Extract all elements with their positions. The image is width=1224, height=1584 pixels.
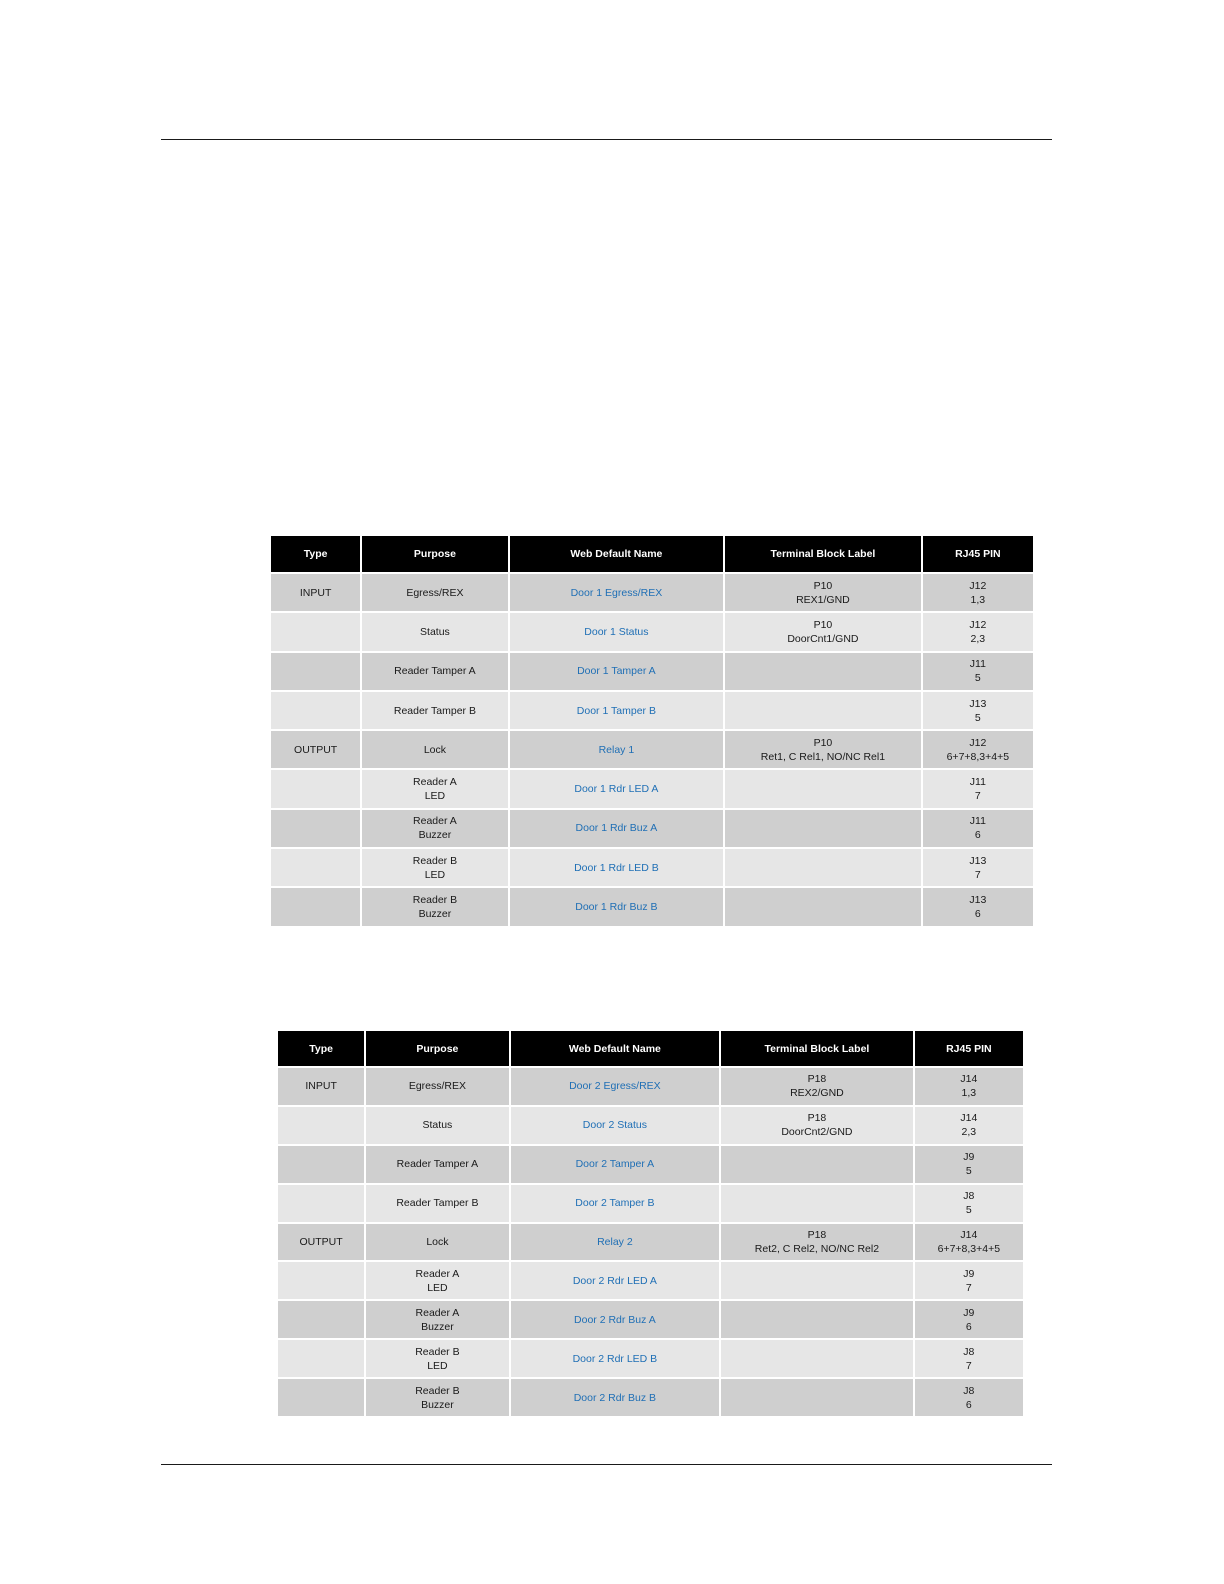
rj45-pin-text: 6 (965, 1320, 972, 1333)
web-default-name-text: Door 2 Egress/REX (569, 1080, 661, 1093)
type-text: INPUT (299, 586, 332, 599)
purpose-text: Reader A (413, 776, 457, 789)
header-terminal-block-label: Terminal Block Label (725, 536, 921, 572)
web-default-name-cell (510, 849, 724, 886)
purpose-text: Reader A (415, 1267, 460, 1280)
terminal-block-label-text: P10 (813, 579, 833, 592)
rj45-pin-text: 6 (974, 829, 981, 842)
terminal-block-label-cell (721, 1301, 913, 1338)
purpose-text: Reader A (413, 815, 457, 828)
rj45-pin-text: 6+7+8,3+4+5 (946, 750, 1010, 763)
terminal-block-label-text: P18 (807, 1229, 827, 1241)
purpose-text: Reader B (412, 894, 458, 907)
type-cell (278, 1107, 364, 1144)
terminal-block-label-text: DoorCnt1/GND (787, 632, 859, 645)
purpose-cell (362, 653, 507, 690)
web-default-name-text: Door 1 Rdr LED B (574, 861, 659, 874)
rj45-pin-cell (923, 731, 1033, 768)
terminal-block-label-cell (721, 1379, 913, 1416)
table-row (271, 692, 1033, 729)
rj45-pin-text: J9 (963, 1151, 975, 1164)
table-row (271, 574, 1033, 611)
rj45-pin-text: 7 (965, 1281, 972, 1294)
table-row (271, 731, 1033, 768)
purpose-cell (362, 770, 507, 807)
rj45-pin-cell (915, 1185, 1023, 1222)
terminal-block-label-cell (721, 1146, 913, 1183)
terminal-block-label-text: REX2/GND (790, 1087, 844, 1100)
type-cell (271, 692, 360, 729)
purpose-cell (362, 692, 507, 729)
rj45-pin-text: 7 (965, 1359, 972, 1372)
rj45-pin-text: J11 (969, 815, 986, 828)
purpose-text: LED (427, 1281, 448, 1294)
rj45-pin-cell (923, 810, 1033, 847)
purpose-cell (362, 849, 507, 886)
purpose-text: Reader B (415, 1345, 460, 1358)
header-web-default-name: Web Default Name (511, 1031, 720, 1066)
type-cell (278, 1068, 364, 1105)
terminal-block-label-cell (721, 1185, 913, 1222)
rj45-pin-text: 2,3 (961, 1126, 977, 1139)
web-default-name-text: Door 1 Tamper A (577, 665, 656, 678)
purpose-cell (366, 1068, 508, 1105)
terminal-block-label-text: P10 (813, 618, 833, 631)
type-cell (271, 731, 360, 768)
terminal-block-label-text: Ret1, C Rel1, NO/NC Rel1 (760, 750, 886, 763)
rj45-pin-text: J9 (963, 1306, 975, 1319)
purpose-cell (362, 574, 507, 611)
table-row (278, 1068, 1023, 1105)
purpose-text: Reader B (415, 1384, 460, 1397)
rj45-pin-cell (923, 613, 1033, 650)
purpose-cell (366, 1224, 508, 1261)
terminal-block-label-cell (725, 653, 921, 690)
type-cell (271, 810, 360, 847)
rj45-pin-text: 5 (974, 711, 981, 724)
rj45-pin-text: J8 (963, 1345, 975, 1358)
type-text: OUTPUT (299, 1236, 343, 1248)
table-row (271, 770, 1033, 807)
terminal-block-label-cell (725, 770, 921, 807)
rj45-pin-text: J12 (969, 618, 987, 631)
web-default-name-cell (510, 653, 724, 690)
header-type: Type (278, 1031, 364, 1066)
table-row (271, 810, 1033, 847)
rj45-pin-text: J13 (969, 697, 987, 710)
purpose-cell (362, 731, 507, 768)
web-default-name-text: Door 1 Tamper B (576, 704, 656, 717)
web-default-name-cell (510, 692, 724, 729)
web-default-name-text: Door 2 Rdr LED A (572, 1274, 657, 1287)
web-default-name-cell (511, 1146, 720, 1183)
terminal-block-label-cell (725, 692, 921, 729)
header-rj45-pin: RJ45 PIN (923, 536, 1033, 572)
web-default-name-text: Door 2 Tamper A (575, 1158, 655, 1171)
rj45-pin-cell (923, 888, 1033, 925)
rj45-pin-cell (915, 1146, 1023, 1183)
rj45-pin-text: J11 (969, 776, 986, 789)
rj45-pin-text: J8 (963, 1384, 975, 1397)
purpose-text: Reader A (415, 1306, 460, 1319)
purpose-cell (362, 613, 507, 650)
purpose-cell (362, 810, 507, 847)
door-2-io-table (276, 1029, 1025, 1418)
rj45-pin-text: J8 (963, 1190, 975, 1203)
header-purpose: Purpose (362, 536, 507, 572)
web-default-name-cell (510, 613, 724, 650)
terminal-block-label-cell (725, 810, 921, 847)
rj45-pin-cell (915, 1262, 1023, 1299)
web-default-name-cell (511, 1068, 720, 1105)
type-cell (271, 653, 360, 690)
type-cell (278, 1340, 364, 1377)
terminal-block-label-cell (725, 613, 921, 650)
rj45-pin-text: 5 (974, 672, 981, 685)
purpose-cell (366, 1379, 508, 1416)
purpose-text: Buzzer (418, 829, 452, 842)
web-default-name-text: Door 2 Status (582, 1119, 647, 1132)
table-row (271, 613, 1033, 650)
table-row (271, 888, 1033, 925)
table-row (271, 653, 1033, 690)
type-cell (278, 1262, 364, 1299)
web-default-name-text: Door 1 Rdr LED A (574, 783, 659, 796)
purpose-text: Lock (426, 1236, 449, 1248)
table-row (278, 1146, 1023, 1183)
header-terminal-block-label: Terminal Block Label (721, 1031, 913, 1066)
web-default-name-cell (511, 1185, 720, 1222)
rj45-pin-text: 5 (965, 1165, 972, 1178)
web-default-name-cell (510, 574, 724, 611)
terminal-block-label-cell (725, 574, 921, 611)
purpose-text: Reader Tamper A (396, 1158, 479, 1171)
purpose-text: Reader Tamper A (394, 665, 476, 678)
web-default-name-text: Door 1 Egress/REX (570, 586, 663, 599)
rj45-pin-cell (923, 653, 1033, 690)
purpose-cell (362, 888, 507, 925)
purpose-text: Status (422, 1119, 453, 1132)
table-row (278, 1340, 1023, 1377)
table-row (278, 1262, 1023, 1299)
rj45-pin-cell (915, 1340, 1023, 1377)
web-default-name-text: Door 2 Rdr LED B (572, 1352, 658, 1365)
type-cell (271, 574, 360, 611)
rj45-pin-text: J14 (960, 1073, 978, 1086)
type-text: INPUT (305, 1080, 337, 1093)
rj45-pin-text: 1,3 (970, 593, 986, 606)
web-default-name-text: Relay 1 (598, 743, 635, 756)
table-row (278, 1379, 1023, 1416)
table-row (271, 849, 1033, 886)
web-default-name-text: Door 1 Rdr Buz B (575, 901, 658, 914)
web-default-name-text: Door 2 Rdr Buz B (573, 1391, 657, 1404)
purpose-text: Buzzer (418, 908, 452, 921)
rj45-pin-text: J11 (969, 658, 986, 671)
type-cell (271, 770, 360, 807)
rj45-pin-text: 1,3 (961, 1087, 977, 1100)
purpose-text: Status (420, 625, 450, 638)
terminal-block-label-text: P10 (813, 736, 833, 749)
purpose-text: Lock (423, 743, 447, 756)
web-default-name-text: Door 1 Rdr Buz A (575, 822, 658, 835)
web-default-name-cell (511, 1107, 720, 1144)
purpose-text: Reader Tamper B (393, 704, 476, 717)
terminal-block-label-text: REX1/GND (796, 593, 850, 606)
rj45-pin-text: J14 (960, 1229, 978, 1241)
type-cell (278, 1224, 364, 1261)
rj45-pin-cell (915, 1068, 1023, 1105)
type-cell (278, 1379, 364, 1416)
table-header-row (278, 1031, 1023, 1066)
purpose-text: LED (424, 868, 446, 881)
rj45-pin-text: J9 (963, 1267, 975, 1280)
table-row (278, 1224, 1023, 1261)
type-cell (271, 849, 360, 886)
terminal-block-label-cell (725, 731, 921, 768)
purpose-text: Reader Tamper B (396, 1197, 479, 1210)
terminal-block-label-cell (721, 1262, 913, 1299)
rj45-pin-text: 5 (965, 1204, 972, 1217)
purpose-text: LED (424, 790, 446, 803)
table-row (278, 1185, 1023, 1222)
rj45-pin-cell (923, 574, 1033, 611)
web-default-name-cell (511, 1301, 720, 1338)
purpose-text: Reader B (412, 854, 458, 867)
purpose-cell (366, 1185, 508, 1222)
rj45-pin-text: 7 (974, 790, 981, 803)
web-default-name-cell (511, 1262, 720, 1299)
header-web-default-name: Web Default Name (510, 536, 724, 572)
door-1-io-table (269, 534, 1035, 928)
rj45-pin-text: 7 (974, 868, 981, 881)
purpose-cell (366, 1340, 508, 1377)
web-default-name-cell (510, 888, 724, 925)
type-cell (278, 1146, 364, 1183)
type-cell (271, 613, 360, 650)
type-cell (278, 1301, 364, 1338)
terminal-block-label-cell (725, 888, 921, 925)
rj45-pin-text: 6+7+8,3+4+5 (937, 1243, 1001, 1255)
footer-rule (161, 1464, 1052, 1465)
terminal-block-label-cell (721, 1068, 913, 1105)
web-default-name-cell (510, 770, 724, 807)
terminal-block-label-text: DoorCnt2/GND (781, 1126, 853, 1139)
web-default-name-cell (511, 1224, 720, 1261)
rj45-pin-cell (923, 770, 1033, 807)
rj45-pin-text: 6 (965, 1398, 972, 1411)
web-default-name-cell (510, 810, 724, 847)
web-default-name-text: Door 1 Status (584, 625, 649, 638)
rj45-pin-text: J12 (969, 736, 987, 749)
rj45-pin-cell (915, 1107, 1023, 1144)
rj45-pin-cell (923, 849, 1033, 886)
purpose-text: Buzzer (421, 1398, 454, 1411)
terminal-block-label-text: P18 (807, 1112, 827, 1125)
purpose-text: Egress/REX (406, 586, 464, 599)
web-default-name-text: Door 2 Tamper B (575, 1197, 655, 1210)
terminal-block-label-cell (721, 1224, 913, 1261)
type-cell (271, 888, 360, 925)
header-purpose: Purpose (366, 1031, 508, 1066)
terminal-block-label-text: Ret2, C Rel2, NO/NC Rel2 (754, 1243, 880, 1255)
rj45-pin-cell (915, 1379, 1023, 1416)
terminal-block-label-cell (721, 1107, 913, 1144)
web-default-name-text: Door 2 Rdr Buz A (574, 1313, 656, 1326)
header-rj45-pin: RJ45 PIN (915, 1031, 1023, 1066)
rj45-pin-cell (923, 692, 1033, 729)
type-cell (278, 1185, 364, 1222)
purpose-text: LED (427, 1359, 448, 1372)
type-text: OUTPUT (294, 743, 338, 756)
terminal-block-label-cell (725, 849, 921, 886)
purpose-text: Buzzer (421, 1320, 454, 1333)
purpose-cell (366, 1262, 508, 1299)
header-rule (161, 139, 1052, 140)
web-default-name-text: Relay 2 (597, 1236, 633, 1248)
purpose-cell (366, 1146, 508, 1183)
rj45-pin-text: J12 (969, 579, 987, 592)
rj45-pin-text: 6 (974, 908, 981, 921)
purpose-cell (366, 1107, 508, 1144)
table-row (278, 1301, 1023, 1338)
rj45-pin-text: J13 (969, 854, 987, 867)
web-default-name-cell (511, 1340, 720, 1377)
terminal-block-label-cell (721, 1340, 913, 1377)
web-default-name-cell (511, 1379, 720, 1416)
terminal-block-label-text: P18 (807, 1073, 827, 1086)
rj45-pin-text: J14 (960, 1112, 978, 1125)
rj45-pin-text: J13 (969, 894, 987, 907)
table-row (278, 1107, 1023, 1144)
header-type: Type (271, 536, 360, 572)
web-default-name-cell (510, 731, 724, 768)
rj45-pin-cell (915, 1301, 1023, 1338)
purpose-text: Egress/REX (408, 1080, 466, 1093)
rj45-pin-text: 2,3 (970, 632, 986, 645)
purpose-cell (366, 1301, 508, 1338)
rj45-pin-cell (915, 1224, 1023, 1261)
table-header-row (271, 536, 1033, 572)
